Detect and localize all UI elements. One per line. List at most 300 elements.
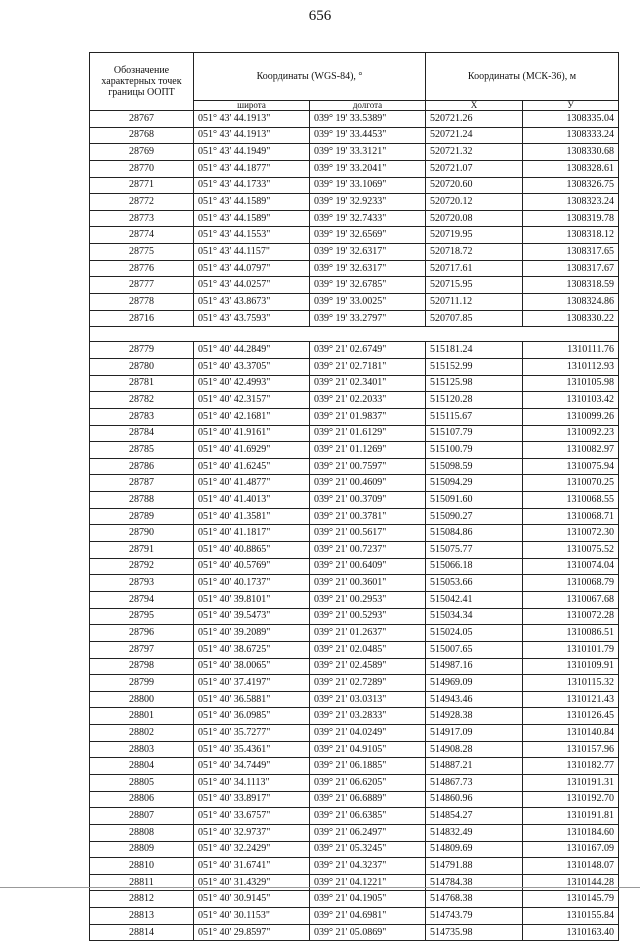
point-id-cell: 28788	[90, 492, 194, 509]
y-coord-cell: 1310086.51	[523, 625, 619, 642]
latitude-cell: 051° 40' 43.3705"	[194, 358, 310, 375]
x-coord-cell: 515107.79	[426, 425, 523, 442]
latitude-cell: 051° 43' 44.1553"	[194, 227, 310, 244]
point-id-cell: 28809	[90, 841, 194, 858]
x-coord-cell: 514987.16	[426, 658, 523, 675]
table-row	[90, 210, 619, 227]
point-id-cell: 28810	[90, 858, 194, 875]
y-coord-cell: 1310182.77	[523, 758, 619, 775]
longitude-cell: 039° 21' 01.6129"	[310, 425, 426, 442]
longitude-cell: 039° 21' 04.3237"	[310, 858, 426, 875]
y-coord-cell: 1310191.81	[523, 808, 619, 825]
latitude-cell: 051° 40' 34.7449"	[194, 758, 310, 775]
latitude-cell: 051° 40' 41.6245"	[194, 458, 310, 475]
table-row	[90, 492, 619, 509]
longitude-cell: 039° 21' 00.4609"	[310, 475, 426, 492]
x-coord-cell: 514917.09	[426, 725, 523, 742]
latitude-cell: 051° 43' 44.0257"	[194, 277, 310, 294]
point-id-cell: 28786	[90, 458, 194, 475]
latitude-cell: 051° 40' 32.2429"	[194, 841, 310, 858]
latitude-cell: 051° 40' 42.3157"	[194, 392, 310, 409]
y-coord-cell: 1310109.91	[523, 658, 619, 675]
latitude-cell: 051° 40' 38.0065"	[194, 658, 310, 675]
longitude-cell: 039° 21' 00.7597"	[310, 458, 426, 475]
longitude-cell: 039° 21' 03.2833"	[310, 708, 426, 725]
longitude-cell: 039° 21' 02.3401"	[310, 375, 426, 392]
longitude-cell: 039° 21' 00.3601"	[310, 575, 426, 592]
footer-divider	[0, 887, 640, 888]
latitude-cell: 051° 43' 44.1913"	[194, 111, 310, 128]
latitude-cell: 051° 40' 36.5881"	[194, 691, 310, 708]
y-coord-cell: 1310163.40	[523, 924, 619, 941]
x-coord-cell: 514784.38	[426, 874, 523, 891]
table-row	[90, 708, 619, 725]
longitude-cell: 039° 21' 06.6385"	[310, 808, 426, 825]
longitude-cell: 039° 21' 00.5617"	[310, 525, 426, 542]
y-coord-cell: 1310148.07	[523, 858, 619, 875]
y-coord-cell: 1310072.30	[523, 525, 619, 542]
longitude-cell: 039° 21' 00.6409"	[310, 558, 426, 575]
x-coord-cell: 515152.99	[426, 358, 523, 375]
group-separator-row	[90, 327, 619, 342]
longitude-cell: 039° 21' 06.1885"	[310, 758, 426, 775]
latitude-cell: 051° 40' 35.7277"	[194, 725, 310, 742]
table-row	[90, 824, 619, 841]
longitude-cell: 039° 21' 06.6889"	[310, 791, 426, 808]
point-id-cell: 28796	[90, 625, 194, 642]
table-row	[90, 774, 619, 791]
x-coord-cell: 515094.29	[426, 475, 523, 492]
x-coord-cell: 514928.38	[426, 708, 523, 725]
table-header	[90, 53, 619, 111]
point-id-cell: 28780	[90, 358, 194, 375]
y-coord-cell: 1310105.98	[523, 375, 619, 392]
point-id-cell: 28795	[90, 608, 194, 625]
x-coord-cell: 514943.46	[426, 691, 523, 708]
longitude-cell: 039° 21' 01.2637"	[310, 625, 426, 642]
longitude-cell: 039° 19' 32.6317"	[310, 244, 426, 261]
latitude-cell: 051° 40' 31.6741"	[194, 858, 310, 875]
latitude-cell: 051° 40' 33.8917"	[194, 791, 310, 808]
header-x: Х	[426, 101, 523, 111]
longitude-cell: 039° 21' 04.1905"	[310, 891, 426, 908]
y-coord-cell: 1310126.45	[523, 708, 619, 725]
x-coord-cell: 514908.28	[426, 741, 523, 758]
x-coord-cell: 514867.73	[426, 774, 523, 791]
latitude-cell: 051° 43' 44.0797"	[194, 260, 310, 277]
x-coord-cell: 520721.32	[426, 144, 523, 161]
latitude-cell: 051° 40' 38.6725"	[194, 641, 310, 658]
y-coord-cell: 1310140.84	[523, 725, 619, 742]
latitude-cell: 051° 43' 44.1913"	[194, 127, 310, 144]
point-id-cell: 28811	[90, 874, 194, 891]
y-coord-cell: 1310072.28	[523, 608, 619, 625]
table-row	[90, 608, 619, 625]
y-coord-cell: 1308318.59	[523, 277, 619, 294]
latitude-cell: 051° 43' 44.1949"	[194, 144, 310, 161]
x-coord-cell: 514743.79	[426, 908, 523, 925]
point-id-cell: 28771	[90, 177, 194, 194]
y-coord-cell: 1310111.76	[523, 342, 619, 359]
point-id-cell: 28787	[90, 475, 194, 492]
longitude-cell: 039° 21' 00.3781"	[310, 508, 426, 525]
table-row	[90, 111, 619, 128]
x-coord-cell: 515100.79	[426, 442, 523, 459]
y-coord-cell: 1308330.68	[523, 144, 619, 161]
table-body	[90, 111, 619, 941]
y-coord-cell: 1310068.71	[523, 508, 619, 525]
longitude-cell: 039° 21' 00.2953"	[310, 591, 426, 608]
y-coord-cell: 1308335.04	[523, 111, 619, 128]
header-wgs84: Координаты (WGS-84), °	[194, 53, 426, 101]
header-point-id: Обозначение характерных точек границы ООПТ	[90, 53, 194, 111]
point-id-cell: 28807	[90, 808, 194, 825]
table-row	[90, 591, 619, 608]
table-row	[90, 874, 619, 891]
longitude-cell: 039° 21' 00.5293"	[310, 608, 426, 625]
page-number: 656	[308, 8, 332, 24]
latitude-cell: 051° 40' 31.4329"	[194, 874, 310, 891]
x-coord-cell: 515034.34	[426, 608, 523, 625]
point-id-cell: 28779	[90, 342, 194, 359]
point-id-cell: 28814	[90, 924, 194, 941]
x-coord-cell: 515042.41	[426, 591, 523, 608]
table-row	[90, 294, 619, 311]
point-id-cell: 28806	[90, 791, 194, 808]
point-id-cell: 28770	[90, 160, 194, 177]
point-id-cell: 28812	[90, 891, 194, 908]
y-coord-cell: 1308333.24	[523, 127, 619, 144]
x-coord-cell: 514735.98	[426, 924, 523, 941]
x-coord-cell: 514860.96	[426, 791, 523, 808]
latitude-cell: 051° 43' 43.8673"	[194, 294, 310, 311]
latitude-cell: 051° 40' 40.1737"	[194, 575, 310, 592]
table-row	[90, 408, 619, 425]
y-coord-cell: 1310167.09	[523, 841, 619, 858]
point-id-cell: 28808	[90, 824, 194, 841]
longitude-cell: 039° 21' 05.3245"	[310, 841, 426, 858]
x-coord-cell: 515007.65	[426, 641, 523, 658]
latitude-cell: 051° 43' 43.7593"	[194, 310, 310, 327]
table-row	[90, 858, 619, 875]
latitude-cell: 051° 40' 42.4993"	[194, 375, 310, 392]
table-row	[90, 277, 619, 294]
latitude-cell: 051° 43' 44.1157"	[194, 244, 310, 261]
y-coord-cell: 1308317.65	[523, 244, 619, 261]
latitude-cell: 051° 40' 33.6757"	[194, 808, 310, 825]
longitude-cell: 039° 21' 02.7181"	[310, 358, 426, 375]
table-row	[90, 625, 619, 642]
table-row	[90, 127, 619, 144]
point-id-cell: 28781	[90, 375, 194, 392]
point-id-cell: 28798	[90, 658, 194, 675]
y-coord-cell: 1310074.04	[523, 558, 619, 575]
point-id-cell: 28790	[90, 525, 194, 542]
latitude-cell: 051° 40' 37.4197"	[194, 675, 310, 692]
point-id-cell: 28785	[90, 442, 194, 459]
y-coord-cell: 1310145.79	[523, 891, 619, 908]
point-id-cell: 28784	[90, 425, 194, 442]
table-row	[90, 475, 619, 492]
longitude-cell: 039° 21' 04.1221"	[310, 874, 426, 891]
x-coord-cell: 514832.49	[426, 824, 523, 841]
longitude-cell: 039° 19' 32.9233"	[310, 194, 426, 211]
longitude-cell: 039° 19' 32.6317"	[310, 260, 426, 277]
point-id-cell: 28774	[90, 227, 194, 244]
table-row	[90, 244, 619, 261]
point-id-cell: 28775	[90, 244, 194, 261]
point-id-cell: 28773	[90, 210, 194, 227]
latitude-cell: 051° 40' 40.8865"	[194, 542, 310, 559]
y-coord-cell: 1310092.23	[523, 425, 619, 442]
x-coord-cell: 520718.72	[426, 244, 523, 261]
longitude-cell: 039° 19' 32.6569"	[310, 227, 426, 244]
table-row	[90, 558, 619, 575]
header-longitude: долгота	[310, 101, 426, 111]
x-coord-cell: 515115.67	[426, 408, 523, 425]
table-row	[90, 227, 619, 244]
latitude-cell: 051° 40' 42.1681"	[194, 408, 310, 425]
point-id-cell: 28772	[90, 194, 194, 211]
point-id-cell: 28791	[90, 542, 194, 559]
latitude-cell: 051° 43' 44.1877"	[194, 160, 310, 177]
point-id-cell: 28802	[90, 725, 194, 742]
y-coord-cell: 1310075.52	[523, 542, 619, 559]
x-coord-cell: 515053.66	[426, 575, 523, 592]
longitude-cell: 039° 19' 33.4453"	[310, 127, 426, 144]
x-coord-cell: 520711.12	[426, 294, 523, 311]
y-coord-cell: 1310112.93	[523, 358, 619, 375]
longitude-cell: 039° 21' 02.6749"	[310, 342, 426, 359]
table-row	[90, 908, 619, 925]
x-coord-cell: 515091.60	[426, 492, 523, 509]
y-coord-cell: 1310099.26	[523, 408, 619, 425]
longitude-cell: 039° 21' 00.3709"	[310, 492, 426, 509]
separator-cell	[90, 327, 619, 342]
header-msk36: Координаты (МСК-36), м	[426, 53, 619, 101]
x-coord-cell: 515066.18	[426, 558, 523, 575]
x-coord-cell: 514791.88	[426, 858, 523, 875]
point-id-cell: 28804	[90, 758, 194, 775]
y-coord-cell: 1308318.12	[523, 227, 619, 244]
y-coord-cell: 1308326.75	[523, 177, 619, 194]
longitude-cell: 039° 21' 02.7289"	[310, 675, 426, 692]
latitude-cell: 051° 40' 36.0985"	[194, 708, 310, 725]
latitude-cell: 051° 40' 39.5473"	[194, 608, 310, 625]
longitude-cell: 039° 21' 05.0869"	[310, 924, 426, 941]
latitude-cell: 051° 40' 34.1113"	[194, 774, 310, 791]
latitude-cell: 051° 40' 41.4877"	[194, 475, 310, 492]
point-id-cell: 28799	[90, 675, 194, 692]
latitude-cell: 051° 40' 41.1817"	[194, 525, 310, 542]
y-coord-cell: 1310144.28	[523, 874, 619, 891]
point-id-cell: 28767	[90, 111, 194, 128]
point-id-cell: 28783	[90, 408, 194, 425]
longitude-cell: 039° 21' 02.2033"	[310, 392, 426, 409]
table-row	[90, 725, 619, 742]
x-coord-cell: 515024.05	[426, 625, 523, 642]
longitude-cell: 039° 21' 06.2497"	[310, 824, 426, 841]
latitude-cell: 051° 40' 44.2849"	[194, 342, 310, 359]
point-id-cell: 28792	[90, 558, 194, 575]
longitude-cell: 039° 19' 33.0025"	[310, 294, 426, 311]
longitude-cell: 039° 19' 33.2041"	[310, 160, 426, 177]
latitude-cell: 051° 40' 29.8597"	[194, 924, 310, 941]
point-id-cell: 28793	[90, 575, 194, 592]
point-id-cell: 28716	[90, 310, 194, 327]
x-coord-cell: 520721.26	[426, 111, 523, 128]
x-coord-cell: 520719.95	[426, 227, 523, 244]
point-id-cell: 28777	[90, 277, 194, 294]
header-latitude: широта	[194, 101, 310, 111]
x-coord-cell: 515098.59	[426, 458, 523, 475]
y-coord-cell: 1310103.42	[523, 392, 619, 409]
latitude-cell: 051° 43' 44.1733"	[194, 177, 310, 194]
table-row	[90, 525, 619, 542]
point-id-cell: 28776	[90, 260, 194, 277]
y-coord-cell: 1308323.24	[523, 194, 619, 211]
y-coord-cell: 1308328.61	[523, 160, 619, 177]
y-coord-cell: 1308317.67	[523, 260, 619, 277]
point-id-cell: 28797	[90, 641, 194, 658]
y-coord-cell: 1310068.79	[523, 575, 619, 592]
y-coord-cell: 1310115.32	[523, 675, 619, 692]
latitude-cell: 051° 40' 39.8101"	[194, 591, 310, 608]
y-coord-cell: 1310075.94	[523, 458, 619, 475]
table-row	[90, 891, 619, 908]
table-row	[90, 675, 619, 692]
table-row	[90, 160, 619, 177]
coordinates-table	[89, 52, 619, 941]
longitude-cell: 039° 21' 03.0313"	[310, 691, 426, 708]
latitude-cell: 051° 40' 30.9145"	[194, 891, 310, 908]
longitude-cell: 039° 21' 04.0249"	[310, 725, 426, 742]
table-row	[90, 542, 619, 559]
longitude-cell: 039° 19' 32.6785"	[310, 277, 426, 294]
x-coord-cell: 520720.08	[426, 210, 523, 227]
latitude-cell: 051° 43' 44.1589"	[194, 210, 310, 227]
y-coord-cell: 1308330.22	[523, 310, 619, 327]
y-coord-cell: 1310082.97	[523, 442, 619, 459]
latitude-cell: 051° 40' 30.1153"	[194, 908, 310, 925]
y-coord-cell: 1308319.78	[523, 210, 619, 227]
y-coord-cell: 1310184.60	[523, 824, 619, 841]
longitude-cell: 039° 21' 01.9837"	[310, 408, 426, 425]
table-row	[90, 342, 619, 359]
y-coord-cell: 1310068.55	[523, 492, 619, 509]
point-id-cell: 28768	[90, 127, 194, 144]
x-coord-cell: 520721.07	[426, 160, 523, 177]
table-row	[90, 442, 619, 459]
y-coord-cell: 1310101.79	[523, 641, 619, 658]
y-coord-cell: 1310067.68	[523, 591, 619, 608]
y-coord-cell: 1310070.25	[523, 475, 619, 492]
x-coord-cell: 520707.85	[426, 310, 523, 327]
point-id-cell: 28813	[90, 908, 194, 925]
y-coord-cell: 1308324.86	[523, 294, 619, 311]
x-coord-cell: 514969.09	[426, 675, 523, 692]
table-row	[90, 458, 619, 475]
y-coord-cell: 1310192.70	[523, 791, 619, 808]
table-row	[90, 392, 619, 409]
point-id-cell: 28782	[90, 392, 194, 409]
table-row	[90, 808, 619, 825]
x-coord-cell: 520717.61	[426, 260, 523, 277]
table-row	[90, 841, 619, 858]
longitude-cell: 039° 21' 06.6205"	[310, 774, 426, 791]
table-row	[90, 358, 619, 375]
x-coord-cell: 520720.12	[426, 194, 523, 211]
y-coord-cell: 1310155.84	[523, 908, 619, 925]
table-row	[90, 310, 619, 327]
latitude-cell: 051° 40' 40.5769"	[194, 558, 310, 575]
table-row	[90, 375, 619, 392]
x-coord-cell: 515084.86	[426, 525, 523, 542]
x-coord-cell: 515181.24	[426, 342, 523, 359]
x-coord-cell: 514887.21	[426, 758, 523, 775]
table-row	[90, 508, 619, 525]
latitude-cell: 051° 40' 41.4013"	[194, 492, 310, 509]
y-coord-cell: 1310191.31	[523, 774, 619, 791]
longitude-cell: 039° 19' 33.5389"	[310, 111, 426, 128]
table-row	[90, 575, 619, 592]
latitude-cell: 051° 43' 44.1589"	[194, 194, 310, 211]
longitude-cell: 039° 19' 32.7433"	[310, 210, 426, 227]
longitude-cell: 039° 21' 04.6981"	[310, 908, 426, 925]
table-row	[90, 641, 619, 658]
table-row	[90, 260, 619, 277]
longitude-cell: 039° 19' 33.2797"	[310, 310, 426, 327]
x-coord-cell: 515075.77	[426, 542, 523, 559]
latitude-cell: 051° 40' 32.9737"	[194, 824, 310, 841]
table-row	[90, 144, 619, 161]
y-coord-cell: 1310121.43	[523, 691, 619, 708]
longitude-cell: 039° 21' 04.9105"	[310, 741, 426, 758]
table-row	[90, 177, 619, 194]
longitude-cell: 039° 21' 01.1269"	[310, 442, 426, 459]
x-coord-cell: 514768.38	[426, 891, 523, 908]
point-id-cell: 28803	[90, 741, 194, 758]
longitude-cell: 039° 21' 02.4589"	[310, 658, 426, 675]
table-row	[90, 425, 619, 442]
latitude-cell: 051° 40' 41.3581"	[194, 508, 310, 525]
longitude-cell: 039° 21' 02.0485"	[310, 641, 426, 658]
longitude-cell: 039° 19' 33.1069"	[310, 177, 426, 194]
x-coord-cell: 515090.27	[426, 508, 523, 525]
point-id-cell: 28800	[90, 691, 194, 708]
latitude-cell: 051° 40' 35.4361"	[194, 741, 310, 758]
x-coord-cell: 514809.69	[426, 841, 523, 858]
point-id-cell: 28769	[90, 144, 194, 161]
longitude-cell: 039° 21' 00.7237"	[310, 542, 426, 559]
table-row	[90, 658, 619, 675]
x-coord-cell: 515120.28	[426, 392, 523, 409]
latitude-cell: 051° 40' 39.2089"	[194, 625, 310, 642]
latitude-cell: 051° 40' 41.9161"	[194, 425, 310, 442]
point-id-cell: 28794	[90, 591, 194, 608]
table-row	[90, 691, 619, 708]
table-row	[90, 791, 619, 808]
table-row	[90, 924, 619, 941]
table-row	[90, 194, 619, 211]
table-row	[90, 741, 619, 758]
x-coord-cell: 520715.95	[426, 277, 523, 294]
x-coord-cell: 515125.98	[426, 375, 523, 392]
point-id-cell: 28778	[90, 294, 194, 311]
x-coord-cell: 514854.27	[426, 808, 523, 825]
table-row	[90, 758, 619, 775]
latitude-cell: 051° 40' 41.6929"	[194, 442, 310, 459]
